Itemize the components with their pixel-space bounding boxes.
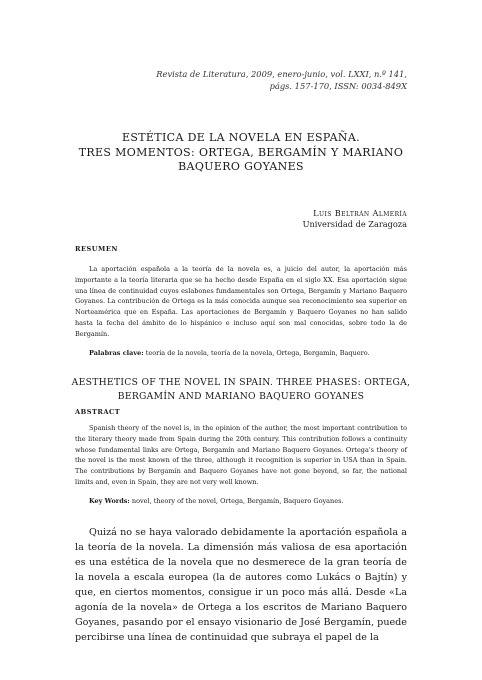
body-section (75, 525, 407, 645)
journal-citation-line-2: págs. 157-170, ISSN: 0034-849X (269, 80, 407, 91)
abstract-heading: ABSTRACT (75, 408, 121, 416)
abstract-keywords-label: Key Words: (89, 496, 130, 505)
resumen-keywords-list: teoría de la novela, teoría de la novela, Ortega, Bergamín, Baquero. (145, 348, 370, 357)
abstract-keywords (75, 496, 407, 507)
english-title-line-2: BERGAMÍN AND MARIANO BAQUERO GOYANES (117, 390, 365, 402)
resumen-heading: RESUMEN (75, 245, 118, 253)
abstract-text: Spanish theory of the novel is, in the opinion of the author, the most important contribution to the literary theory made from Spain during the 20th century. This contribution follows a continuity whose fundamental links are Ortega, Bergamín and Mariano Baquero Goyanes. Ortega's theory of the novel is the most known of the three, although it recognition is superior in USA than in Spain. The contributions by Bergamín and Baquero Goyanes have not gone beyond, so far, the national limits and, even in Spain, they are not very well known. (75, 424, 407, 486)
article-title-line-2: TRES MOMENTOS: ORTEGA, BERGAMÍN Y MARIANO (78, 145, 404, 159)
resumen-keywords (75, 348, 407, 359)
abstract-section (75, 423, 407, 507)
author-name: Luis Beltrán Almería (313, 208, 407, 218)
english-title (60, 376, 422, 403)
resumen-text: La aportación española a la teoría de la novela es, a juicio del autor, la aportación más importante a la teoría literaria que se ha hecho desde España en el siglo XX. Esa aportación sigue una línea de continuidad cuyos eslabones fundamentales son Ortega, Bergamín y Mariano Baquero Goyanes. La contribución de Ortega es la más conocida aunque sea reconocimiento sea superior en Norteamérica que en España. Las aportaciones de Bergamín y Baquero Goyanes no han salido hasta la fecha del ámbito de lo hispánico e incluso aquí son mal conocidas, sobre todo la de Bergamín. (75, 265, 407, 338)
article-title (60, 131, 422, 175)
resumen-keywords-label: Palabras clave: (89, 348, 144, 357)
article-title-line-1: ESTÉTICA DE LA NOVELA EN ESPAÑA. (121, 131, 361, 144)
abstract-keywords-list: novel, theory of the novel, Ortega, Bergamín, Baquero Goyanes. (131, 496, 344, 505)
author-affiliation: Universidad de Zaragoza (302, 219, 407, 229)
article-title-line-3: BAQUERO GOYANES (178, 160, 304, 173)
resumen-section (75, 264, 407, 358)
body-paragraph: Quizá no se haya valorado debidamente la aportación española a la teoría de la novela. La dimensión más valiosa de esa aportación es una estética de la novela que no desmerece de la gran teoría de la novela a escala europea (la de autores como Lukács o Bajtín) y que, en ciertos momentos, consigue ir un poco más allá. Desde «La agonía de la novela» de Ortega a los escritos de Mariano Baquero Goyanes, pasando por el ensayo visionario de José Bergamín, puede percibirse una línea de continuidad que subraya el papel de la (75, 527, 407, 643)
english-title-line-1: AESTHETICS OF THE NOVEL IN SPAIN. THREE PHASES: ORTEGA, (71, 377, 411, 388)
author-block (107, 208, 407, 230)
journal-citation-line-1: Revista de Literatura, 2009, enero-junio, vol. LXXI, n.º 141, (156, 69, 407, 79)
journal-citation (87, 69, 407, 92)
